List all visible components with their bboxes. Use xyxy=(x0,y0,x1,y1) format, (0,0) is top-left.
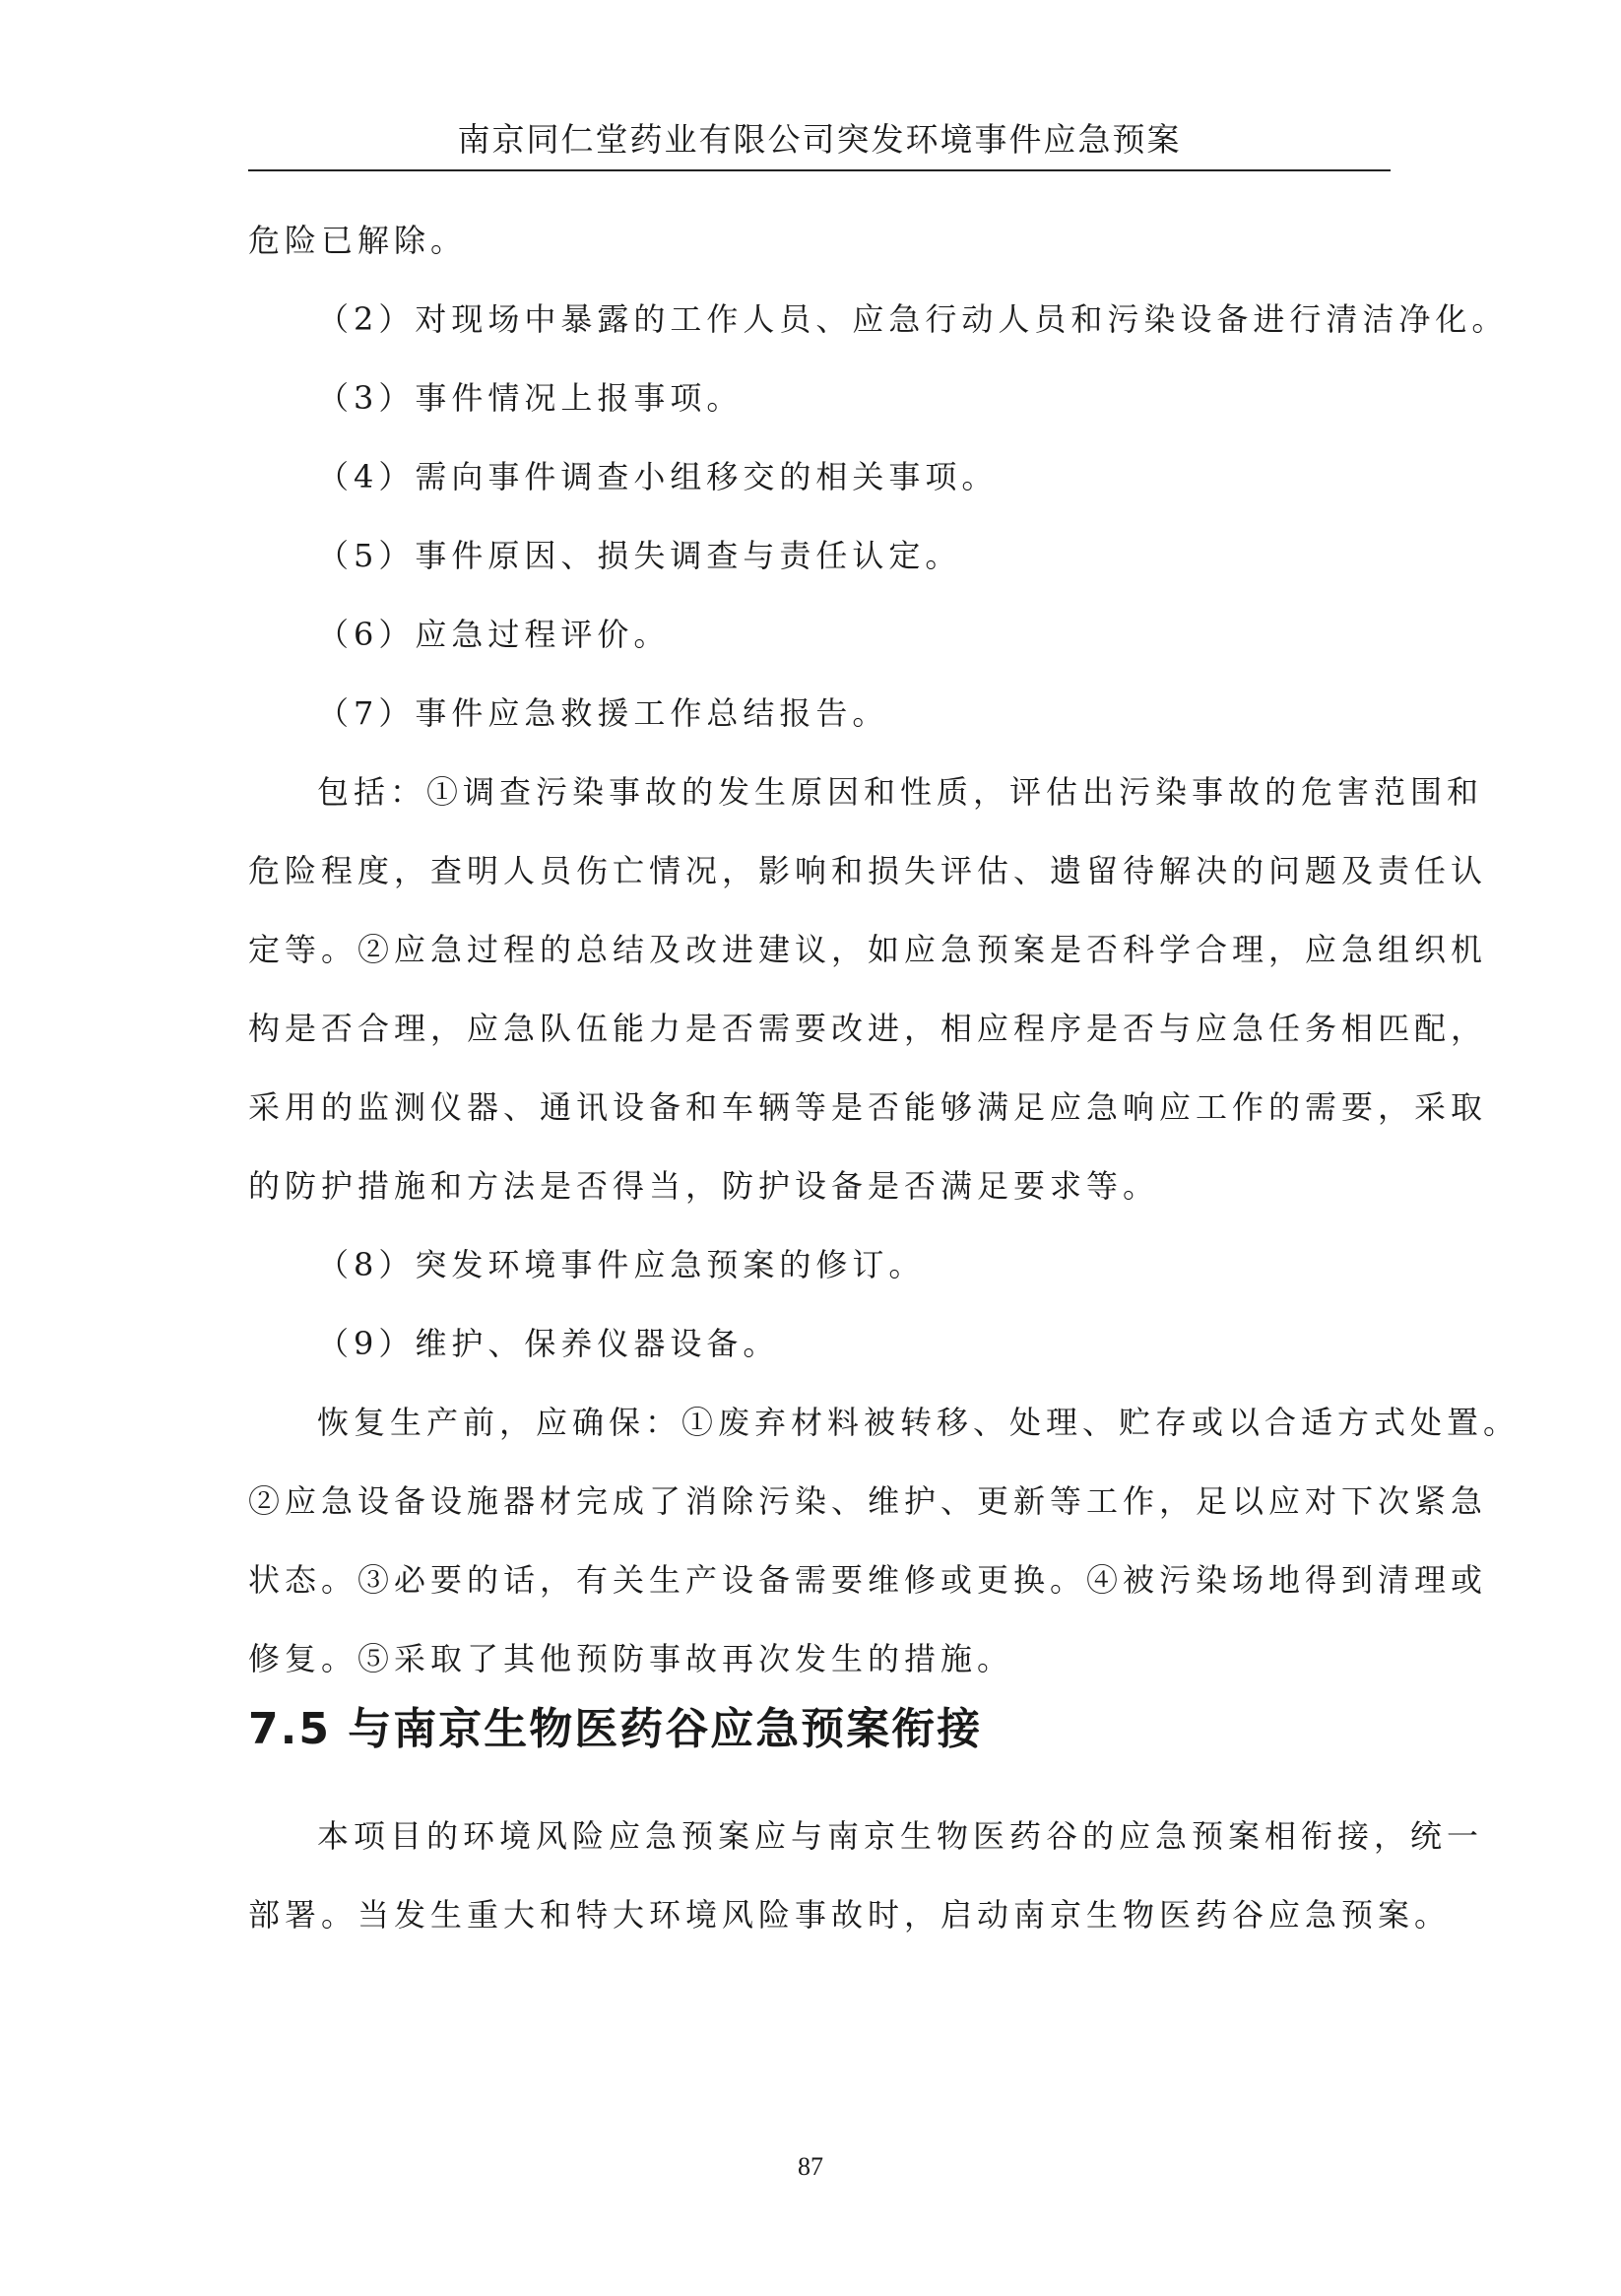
body-line: 危险已解除。 xyxy=(248,222,468,259)
page-number: 87 xyxy=(798,2152,823,2181)
header-divider xyxy=(248,169,1391,171)
body-line: （3）事件情况上报事项。 xyxy=(317,379,744,417)
body-line: （2）对现场中暴露的工作人员、应急行动人员和污染设备进行清洁净化。 xyxy=(317,300,1509,338)
body-line: 采用的监测仪器、通讯设备和车辆等是否能够满足应急响应工作的需要，采取 xyxy=(248,1088,1488,1126)
body-line: 危险程度，查明人员伤亡情况，影响和损失评估、遗留待解决的问题及责任认 xyxy=(248,852,1488,889)
body-line: 包括：①调查污染事故的发生原因和性质，评估出污染事故的危害范围和 xyxy=(317,773,1484,811)
body-line: （6）应急过程评价。 xyxy=(317,616,671,653)
section-body-line: 本项目的环境风险应急预案应与南京生物医药谷的应急预案相衔接，统一 xyxy=(317,1817,1484,1855)
body-line: 定等。②应急过程的总结及改进建议，如应急预案是否科学合理，应急组织机 xyxy=(248,931,1488,968)
body-line: ②应急设备设施器材完成了消除污染、维护、更新等工作，足以应对下次紧急 xyxy=(248,1482,1488,1520)
body-line: （5）事件原因、损失调查与责任认定。 xyxy=(317,537,962,574)
body-line: 状态。③必要的话，有关生产设备需要维修或更换。④被污染场地得到清理或 xyxy=(248,1561,1488,1599)
header-title: 南京同仁堂药业有限公司突发环境事件应急预案 xyxy=(457,120,1182,159)
body-line: （8）突发环境事件应急预案的修订。 xyxy=(317,1246,926,1283)
body-line: 构是否合理，应急队伍能力是否需要改进，相应程序是否与应急任务相匹配， xyxy=(248,1010,1488,1047)
body-line: 的防护措施和方法是否得当，防护设备是否满足要求等。 xyxy=(248,1167,1160,1205)
body-line: （9）维护、保养仪器设备。 xyxy=(317,1325,780,1362)
section-body-line: 部署。当发生重大和特大环境风险事故时，启动南京生物医药谷应急预案。 xyxy=(248,1896,1452,1934)
body-line: （4）需向事件调查小组移交的相关事项。 xyxy=(317,458,999,495)
section-heading: 7.5 与南京生物医药谷应急预案衔接 xyxy=(248,1704,983,1754)
body-line: （7）事件应急救援工作总结报告。 xyxy=(317,694,889,732)
body-line: 修复。⑤采取了其他预防事故再次发生的措施。 xyxy=(248,1640,1014,1677)
body-line: 恢复生产前，应确保：①废弃材料被转移、处理、贮存或以合适方式处置。 xyxy=(317,1404,1521,1441)
